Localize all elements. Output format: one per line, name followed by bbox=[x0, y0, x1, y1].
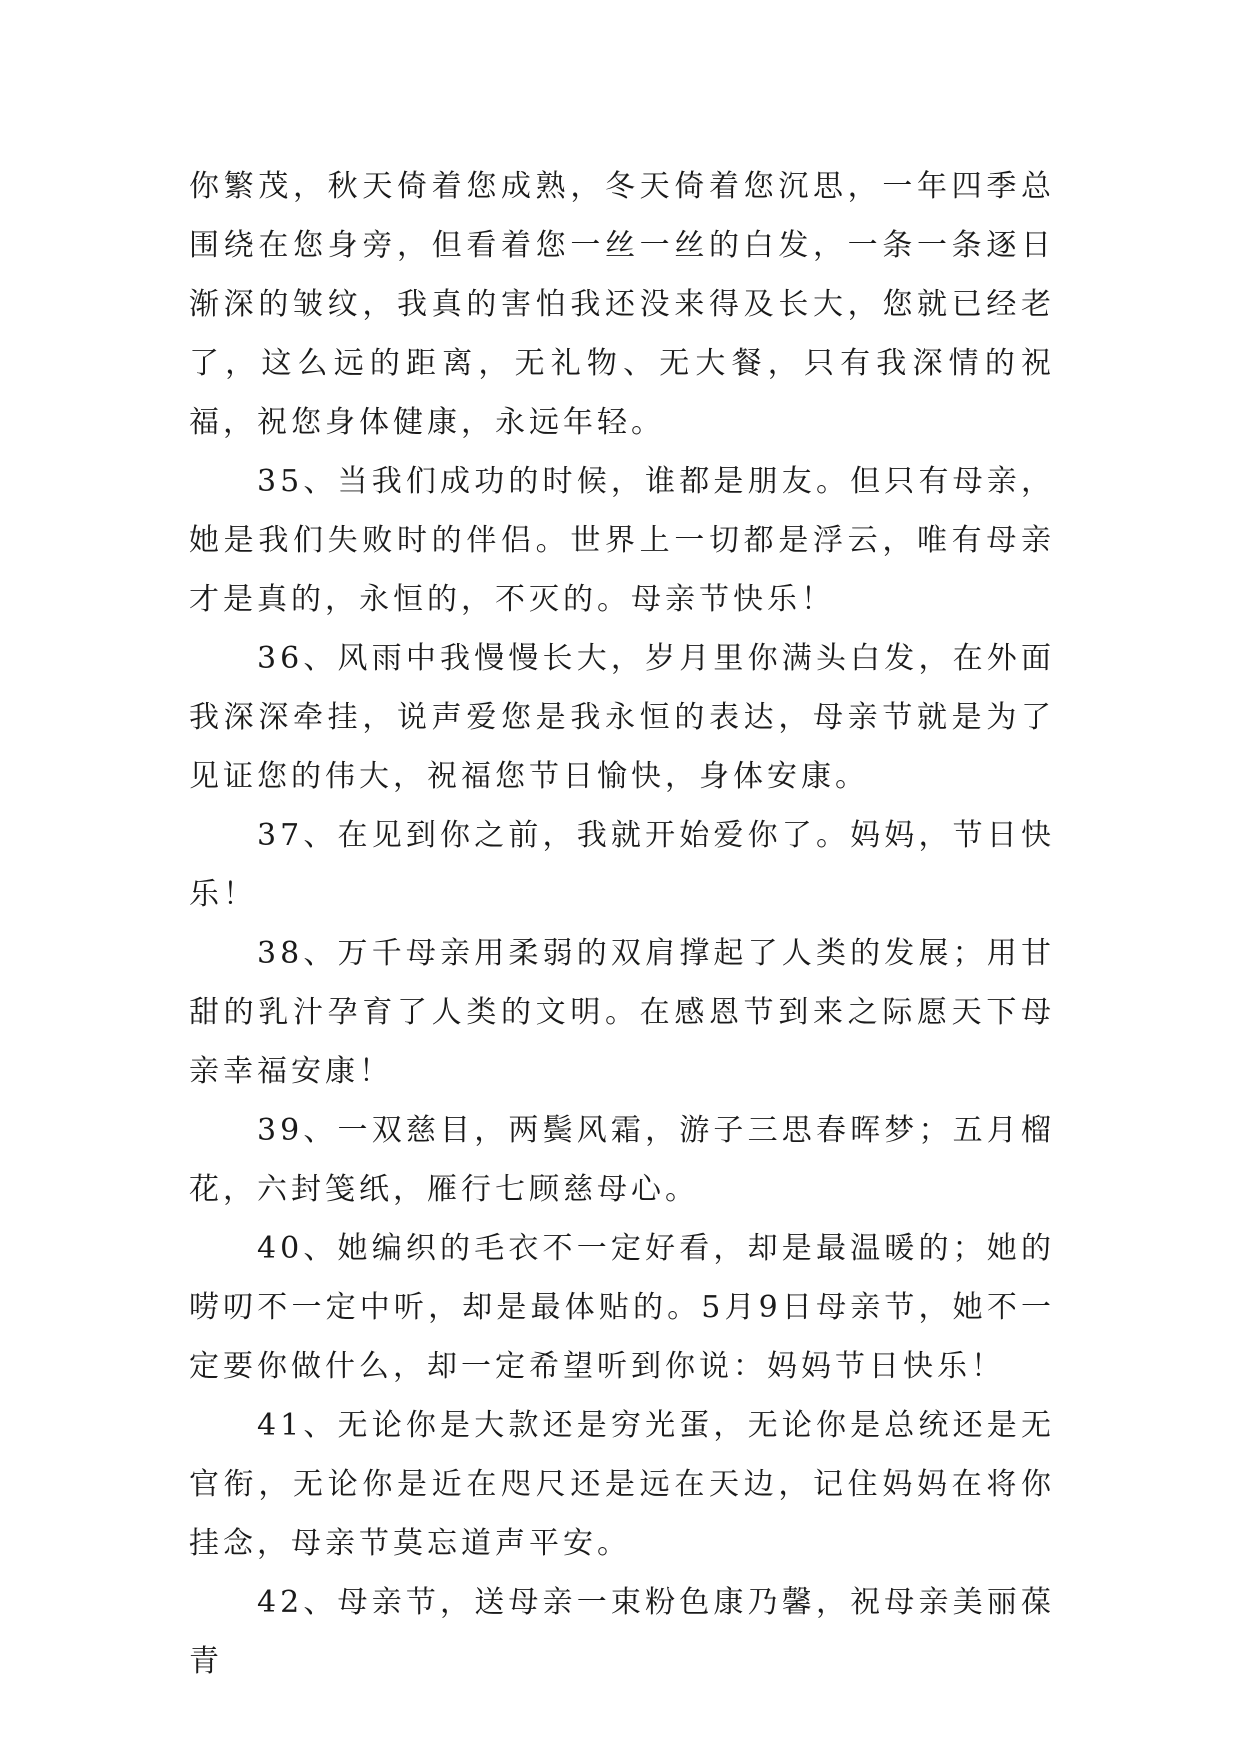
paragraph-39: 39、一双慈目，两鬓风霜，游子三思春晖梦；五月榴花，六封笺纸，雁行七顾慈母心。 bbox=[189, 1113, 1055, 1207]
paragraph-40: 40、她编织的毛衣不一定好看，却是最温暖的；她的唠叨不一定中听，却是最体贴的。5月9日母亲节，她不一定要你做什么，却一定希望听到你说：妈妈节日快乐！ bbox=[189, 1231, 1055, 1384]
paragraph-38: 38、万千母亲用柔弱的双肩撑起了人类的发展；用甘甜的乳汁孕育了人类的文明。在感恩节到来之际愿天下母亲幸福安康！ bbox=[189, 936, 1055, 1089]
paragraph-35: 35、当我们成功的时候，谁都是朋友。但只有母亲，她是我们失败时的伴侣。世界上一切都是浮云，唯有母亲才是真的，永恒的，不灭的。母亲节快乐！ bbox=[189, 464, 1055, 617]
paragraph-37: 37、在见到你之前，我就开始爱你了。妈妈，节日快乐！ bbox=[189, 818, 1055, 912]
document-body bbox=[189, 157, 1055, 1691]
paragraph-41: 41、无论你是大款还是穷光蛋，无论你是总统还是无官衔，无论你是近在咫尺还是远在天边，记住妈妈在将你挂念，母亲节莫忘道声平安。 bbox=[189, 1408, 1055, 1561]
paragraph-42: 42、母亲节，送母亲一束粉色康乃馨，祝母亲美丽葆青 bbox=[189, 1585, 1055, 1679]
paragraph-36: 36、风雨中我慢慢长大，岁月里你满头白发，在外面我深深牵挂，说声爱您是我永恒的表达，母亲节就是为了见证您的伟大，祝福您节日愉快，身体安康。 bbox=[189, 641, 1055, 794]
paragraph-continued: 你繁茂，秋天倚着您成熟，冬天倚着您沉思，一年四季总围绕在您身旁，但看着您一丝一丝的白发，一条一条逐日渐深的皱纹，我真的害怕我还没来得及长大，您就已经老了，这么远的距离，无礼物、无大餐，只有我深情的祝福，祝您身体健康，永远年轻。 bbox=[189, 169, 1055, 440]
